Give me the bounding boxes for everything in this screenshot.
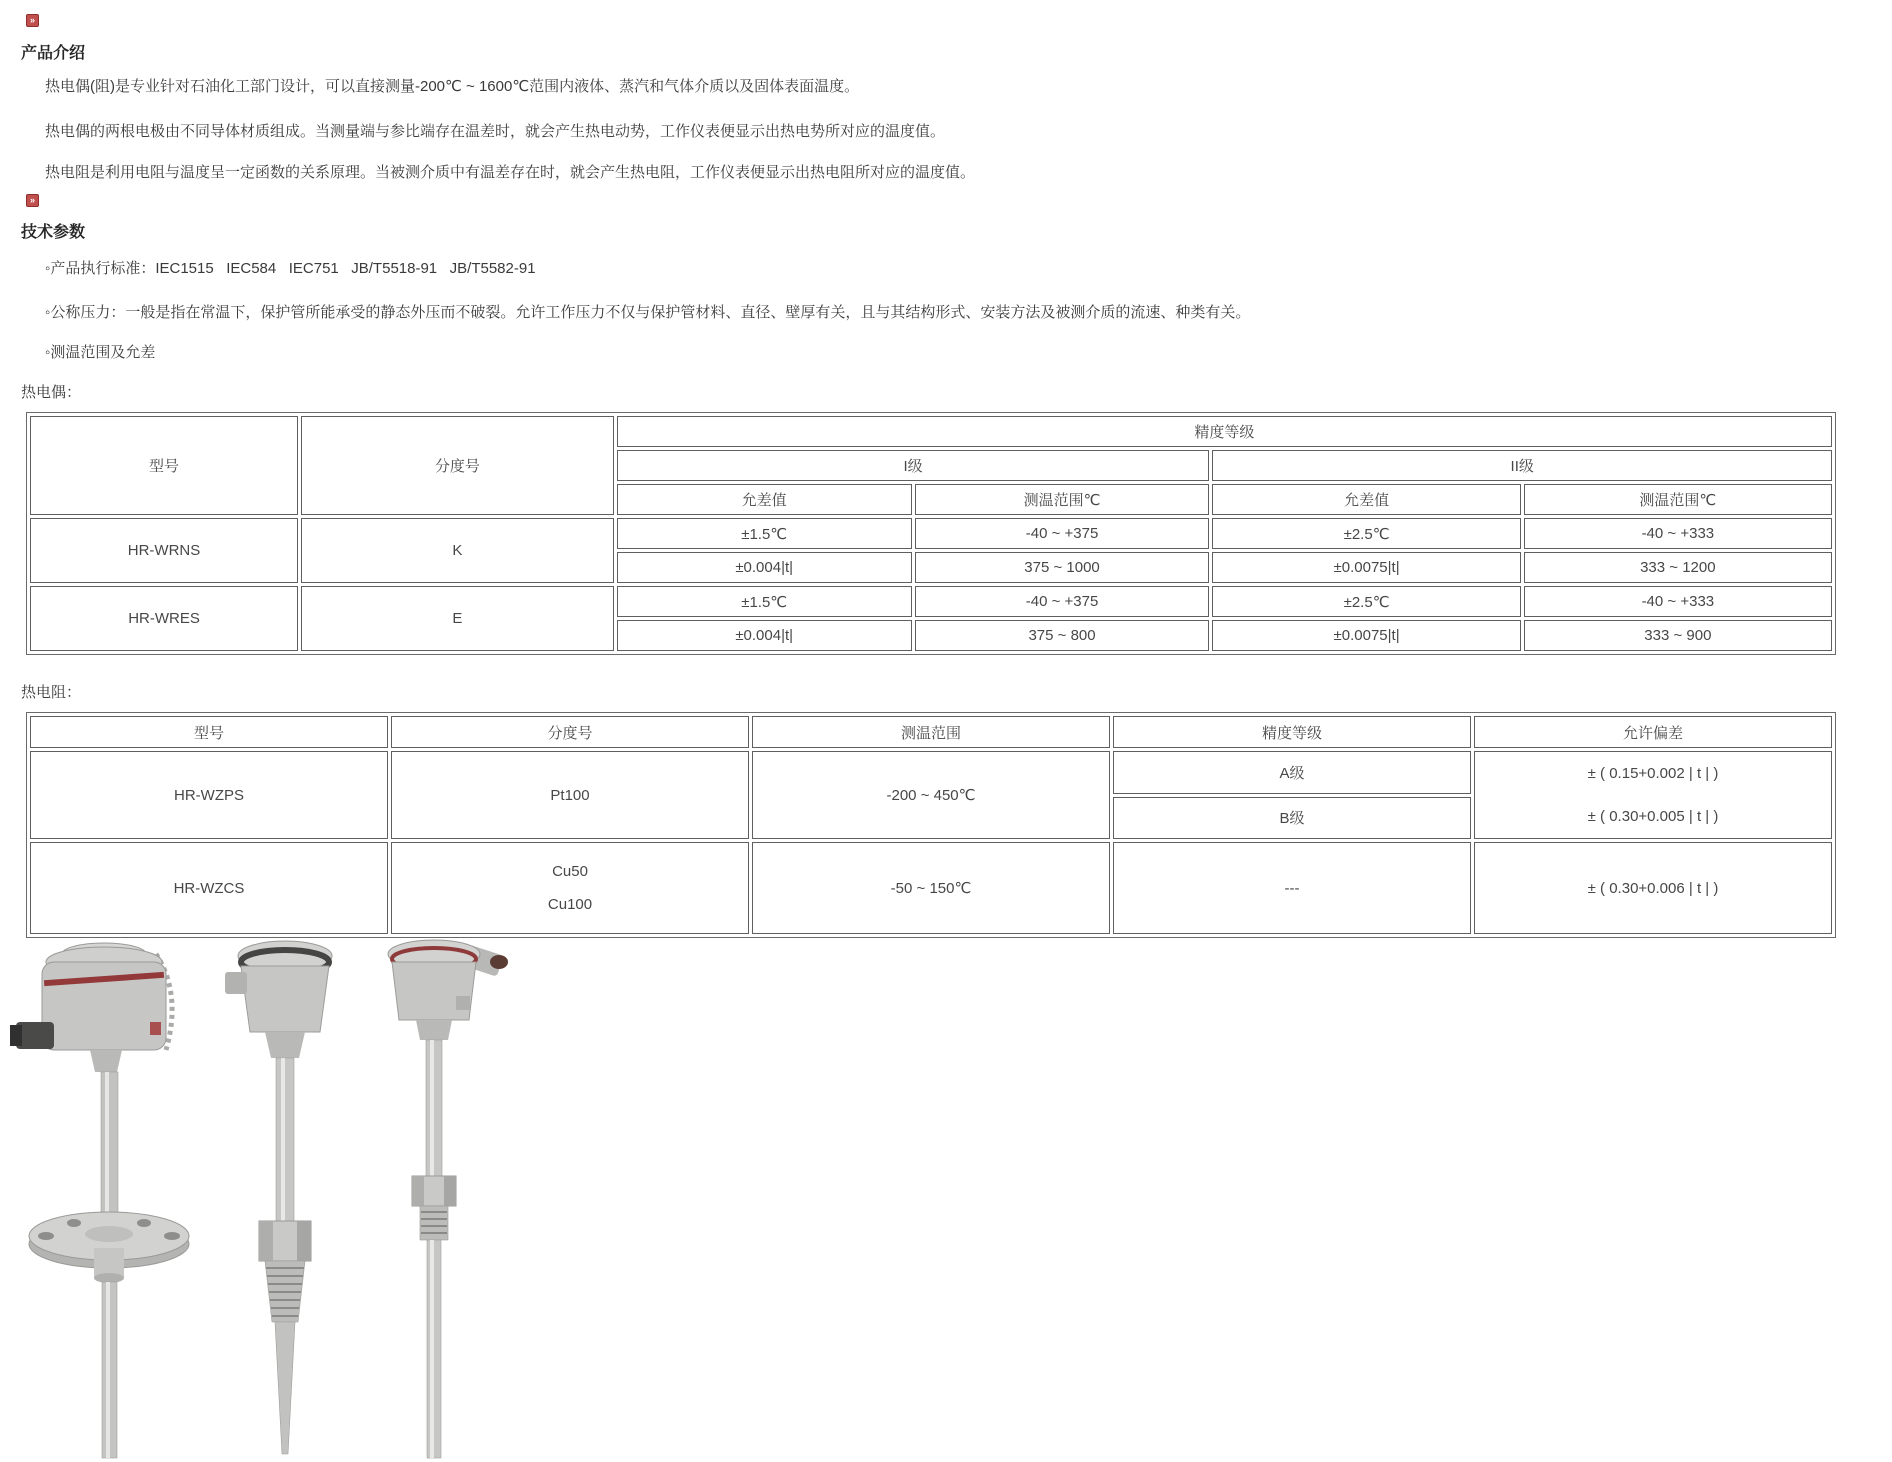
table-header-cell: 允差值: [1212, 484, 1520, 515]
deviation-line: ± ( 0.30+0.005 | t | ): [1587, 808, 1719, 825]
connection-head: [392, 962, 476, 1020]
table-header-cell: 精度等级: [1113, 716, 1471, 748]
table-header-cell: 型号: [30, 716, 388, 748]
table-cell: 333 ~ 900: [1524, 620, 1832, 651]
table-cell: -40 ~ +375: [915, 586, 1210, 617]
table-cell: ±0.004|t|: [617, 620, 912, 651]
tapered-tip: [275, 1322, 295, 1454]
table-row: [30, 586, 1832, 617]
tapered-thread-thermocouple-photo: [213, 938, 363, 1462]
table-cell: -40 ~ +333: [1524, 518, 1832, 549]
table-cell: 333 ~ 1200: [1524, 552, 1832, 583]
table-cell-range: -50 ~ 150℃: [752, 842, 1110, 934]
intro-paragraph: 热电阻是利用电阻与温度呈一定函数的关系原理。当被测介质中有温差存在时，就会产生热电阻，工作仪表便显示出热电阻所对应的温度值。: [45, 164, 976, 181]
table-header-cell: 型号: [30, 416, 298, 515]
table-cell: ±1.5℃: [617, 586, 912, 617]
table-row: [30, 518, 1832, 549]
table-header-cell: I级: [617, 450, 1210, 481]
rtd-spec-table: [26, 712, 1836, 938]
table-cell-deviation: [1474, 751, 1832, 839]
deviation-line: ± ( 0.15+0.002 | t | ): [1587, 765, 1719, 782]
table-cell-graduation: [391, 842, 749, 934]
table-cell: ±0.004|t|: [617, 552, 912, 583]
table-cell: ±0.0075|t|: [1212, 552, 1520, 583]
intro-paragraph: 热电偶(阻)是专业针对石油化工部门设计，可以直接测量-200℃ ~ 1600℃范围内液体、蒸汽和气体介质以及固体表面温度。: [45, 78, 860, 95]
red-arrow-bullet-icon: [26, 14, 39, 27]
thermocouple-spec-table: [26, 412, 1836, 655]
spec-bullet-range: ◦测温范围及允差: [45, 344, 156, 361]
connection-head: [241, 966, 329, 1032]
specs-section-title: 技术参数: [21, 224, 86, 241]
table-cell: ±2.5℃: [1212, 518, 1520, 549]
intro-paragraph: 热电偶的两根电极由不同导体材质组成。当测量端与参比端存在温差时，就会产生热电动势，工作仪表便显示出热电势所对应的温度值。: [45, 123, 946, 140]
product-photos: [0, 938, 1892, 1462]
table-cell: 375 ~ 800: [915, 620, 1210, 651]
probe-upper: [101, 1072, 118, 1228]
table-header-cell: 测温范围℃: [1524, 484, 1832, 515]
flange-mount-thermocouple-photo: [8, 938, 208, 1462]
table-cell-range: -200 ~ 450℃: [752, 751, 1110, 839]
table-header-cell: 允许偏差: [1474, 716, 1832, 748]
rtd-table-label: 热电阻：: [21, 684, 82, 701]
table-cell-graduation: K: [301, 518, 614, 583]
table-cell-model: HR-WZPS: [30, 751, 388, 839]
table-header-cell: 测温范围: [752, 716, 1110, 748]
intro-section-title: 产品介绍: [21, 45, 86, 62]
table-cell: ±1.5℃: [617, 518, 912, 549]
table-row: [30, 751, 1832, 794]
table-header-cell: 允差值: [617, 484, 912, 515]
thermocouple-table-label: 热电偶：: [21, 384, 82, 401]
table-cell-grade: ---: [1113, 842, 1471, 934]
table-cell: -40 ~ +333: [1524, 586, 1832, 617]
table-cell: 375 ~ 1000: [915, 552, 1210, 583]
table-header-cell: 分度号: [301, 416, 614, 515]
table-cell-model: HR-WRES: [30, 586, 298, 651]
table-cell-model: HR-WZCS: [30, 842, 388, 934]
table-header-cell: 测温范围℃: [915, 484, 1210, 515]
table-cell-model: HR-WRNS: [30, 518, 298, 583]
straight-thread-thermocouple-photo: [372, 938, 522, 1462]
table-cell: ±2.5℃: [1212, 586, 1520, 617]
graduation-line: Cu100: [547, 896, 593, 913]
table-cell-graduation: E: [301, 586, 614, 651]
table-cell-deviation: ± ( 0.30+0.006 | t | ): [1474, 842, 1832, 934]
cable-entry-fitting: [225, 972, 247, 994]
table-header-cell: 精度等级: [617, 416, 1832, 447]
table-row: [30, 842, 1832, 934]
table-cell-graduation: Pt100: [391, 751, 749, 839]
table-header-cell: II级: [1212, 450, 1832, 481]
table-header-cell: 分度号: [391, 716, 749, 748]
spec-bullet-standards: ◦产品执行标准：IEC1515 IEC584 IEC751 JB/T5518-91 JB/T5582-91: [45, 260, 536, 277]
graduation-line: Cu50: [552, 863, 588, 880]
table-cell: ±0.0075|t|: [1212, 620, 1520, 651]
red-arrow-bullet-icon: [26, 194, 39, 207]
table-cell: -40 ~ +375: [915, 518, 1210, 549]
table-cell-grade: B级: [1113, 797, 1471, 840]
table-cell-grade: A级: [1113, 751, 1471, 794]
spec-bullet-pressure: ◦公称压力：一般是指在常温下，保护管所能承受的静态外压而不破裂。允许工作压力不仅与保护管材料、直径、壁厚有关，且与其结构形式、安装方法及被测介质的流速、种类有关。: [45, 304, 1251, 321]
